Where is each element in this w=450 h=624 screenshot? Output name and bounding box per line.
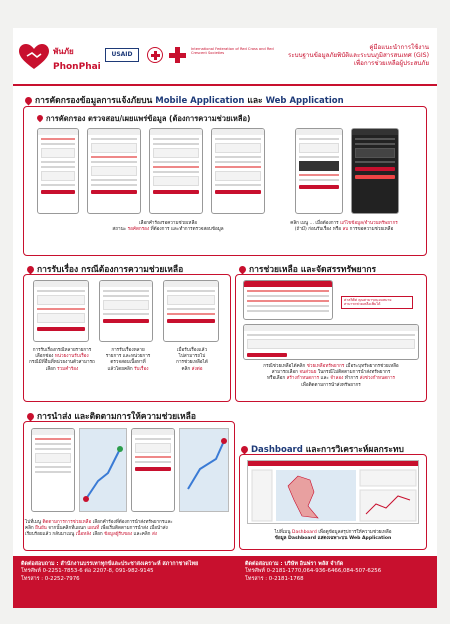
map-pin-icon <box>36 114 44 122</box>
delivery-route-icon <box>180 429 229 512</box>
map-pin-icon <box>24 96 34 106</box>
phone-screenshot-tracking-menu <box>31 428 75 512</box>
header-title-line-1: คู่มือแนะนำการใช้งาน <box>369 44 429 51</box>
caption-edit-menu: คลิก เมนู ... เมื่อต้องการ แก้ไขข้อมูล/จำนวนทรัพยากร (ถ้ามี) ก่อนรับเรื่อง หรือ ลบ การขอความช่วยเหลือ <box>290 221 398 233</box>
map-pin-icon <box>238 265 248 275</box>
caption-accept: การรับเรื่องหลาย รายการ และหน่วยการ ตรวจสอบเนื้อหาที่ แล้วโดยคลิก รับเรื่อง <box>105 348 151 372</box>
map-pin-icon <box>240 445 250 455</box>
phone-screenshot-forward <box>163 280 219 342</box>
section-receive-title: การรับเรื่อง กรณีต้องการความช่วยเหลือ <box>27 262 183 276</box>
caption-resources: กรณีช่วยเหลือได้คลิก ช่วยเหลือทรัพยากร เมื่อระบุทรัพยากรช่วยเหลือ สามารถเลือก จนส่วนย ในกรณีไม่ติดตามการนำส่งทรัพยากร หรือเลือก สร้างกำหนดการ และ จำลอง ทำการ ส่งช่วงกำหนดการ เพื่อติดตามการนำส่งทรัพยากร <box>263 364 399 388</box>
section-screening-title: การคัดกรองข้อมูลการแจ้งภัยบน Mobile Application และ Web Application <box>25 93 344 107</box>
guide-sheet <box>13 28 437 608</box>
subsection-screening-title: การคัดกรอง ตรวจสอบ/เผยแพร่ข้อมูล (ต้องการความช่วยเหลือ) <box>37 113 250 125</box>
section-resources-title: การช่วยเหลือ และจัดสรรทรัพยากร <box>239 262 376 276</box>
phone-screenshot-delivery-map <box>179 428 229 512</box>
phone-screenshot-request-list <box>37 128 79 214</box>
footer-contact <box>13 556 437 608</box>
ifrc-name: International Federation of Red Cross and Red Crescent Societies <box>191 47 274 56</box>
route-map-icon <box>80 429 127 512</box>
section-delivery-title: การนำส่ง และติดตามการให้ความช่วยเหลือ <box>27 409 196 423</box>
caption-delivery: ไปที่เมนู ติดตามการการช่วยเหลือ เลือกคำร้องที่ต้องการนำส่งทรัพยากรและ คลิก ยืนยัน จากนั้นคลิกที่แผนก แผนที่ เพื่อเริ่มติดตามการนำส่ง เมื่อนำส่ง เรียบร้อยแล้ว กลับมาเมนู เนื้อหลัง เลือก ข้อมูลผู้รับของ และคลิก ส่ง <box>25 520 173 538</box>
phone-screenshot-accept-request <box>99 280 153 342</box>
footer-contact-redcross: ติดต่อสอบถาม : สำนักงานบรรเทาทุกข์และประชาสงเคราะห์ สภากาชาดไทย โทรศัพท์ 0-2251-7853-6 ต่อ 2207-8, 091-982-9145 โทรสาร : 0-2252-7976 <box>21 561 199 582</box>
map-pin-icon <box>26 265 36 275</box>
section-dashboard-title: Dashboard และการวิเคราะห์ผลกระทบ <box>241 442 404 456</box>
header <box>13 40 437 86</box>
dashboard-screenshot <box>247 460 419 524</box>
phone-screenshot-verify-data <box>211 128 265 214</box>
caption-select-request: เลือกคำร้องรอความช่วยเหลือ สถานะ รอคัดกรอง ที่ต้องการ และทำการตรวจสอบข้อมูล <box>112 221 224 233</box>
header-title-line-2: ระบบฐานข้อมูลภัยพิบัติและระบบภูมิสารสนเทศ (GIS) <box>288 52 429 59</box>
phone-screenshot-multi-select <box>33 280 89 342</box>
phone-screenshot-request-detail <box>87 128 141 214</box>
header-title <box>269 44 429 68</box>
ifrc-logo-icon <box>167 45 189 65</box>
map-pin-icon <box>26 412 36 422</box>
phone-screenshot-status-form <box>149 128 203 214</box>
caption-dashboard: ไปที่เมนู Dashboard เพื่อดูข้อมูลสรุปการให้ความช่วยเหลือ ข้อมูล Dashboard แสดงเฉพาะบน Web Application <box>274 530 392 542</box>
resource-popup: ค่าสถิติต่ คุณสามารถมอบหมาย สามารถช่วยเหลือเพิ่มได้ <box>341 296 413 309</box>
brand-thai: พันภัย <box>53 47 74 56</box>
header-title-line-3: เพื่อการช่วยเหลือผู้ประสบภัย <box>353 60 429 67</box>
heart-hand-logo-icon <box>19 44 49 70</box>
brand-english: PhonPhai <box>53 62 101 72</box>
usaid-logo: USAID <box>105 48 139 62</box>
caption-multi-select: การรับเรื่องกรณีหลายรายการ เลือกช่อง หน่วยงานรับเรื่อง กรณีมีที่อื่นที่หน่วยงานตัวสามารถ เลือก รวมคำร้อง <box>29 348 95 372</box>
phone-screenshot-delivery-detail <box>131 428 175 512</box>
phone-screenshot-tracking-map <box>79 428 127 512</box>
web-screenshot-resource-list <box>243 280 333 320</box>
footer-contact-infraplus: ติดต่อสอบถาม : บริษัท อินฟรา พลัส จำกัด โทรศัพท์ 0-2181-1770,064-936-6466,084-507-6256 โทรสาร : 0-2181-1768 <box>245 561 382 582</box>
web-screenshot-resource-form <box>243 324 419 360</box>
dashboard-map-icon <box>248 466 419 524</box>
red-cross-logo-icon <box>147 47 163 63</box>
phone-screenshot-edit-delete <box>351 128 399 214</box>
phone-screenshot-menu <box>295 128 343 214</box>
caption-forward: เมื่อรับเรื่องแล้ว ไปสามารถไป การช่วยเหลือได้ คลิก ส่งต่อ <box>176 348 208 372</box>
